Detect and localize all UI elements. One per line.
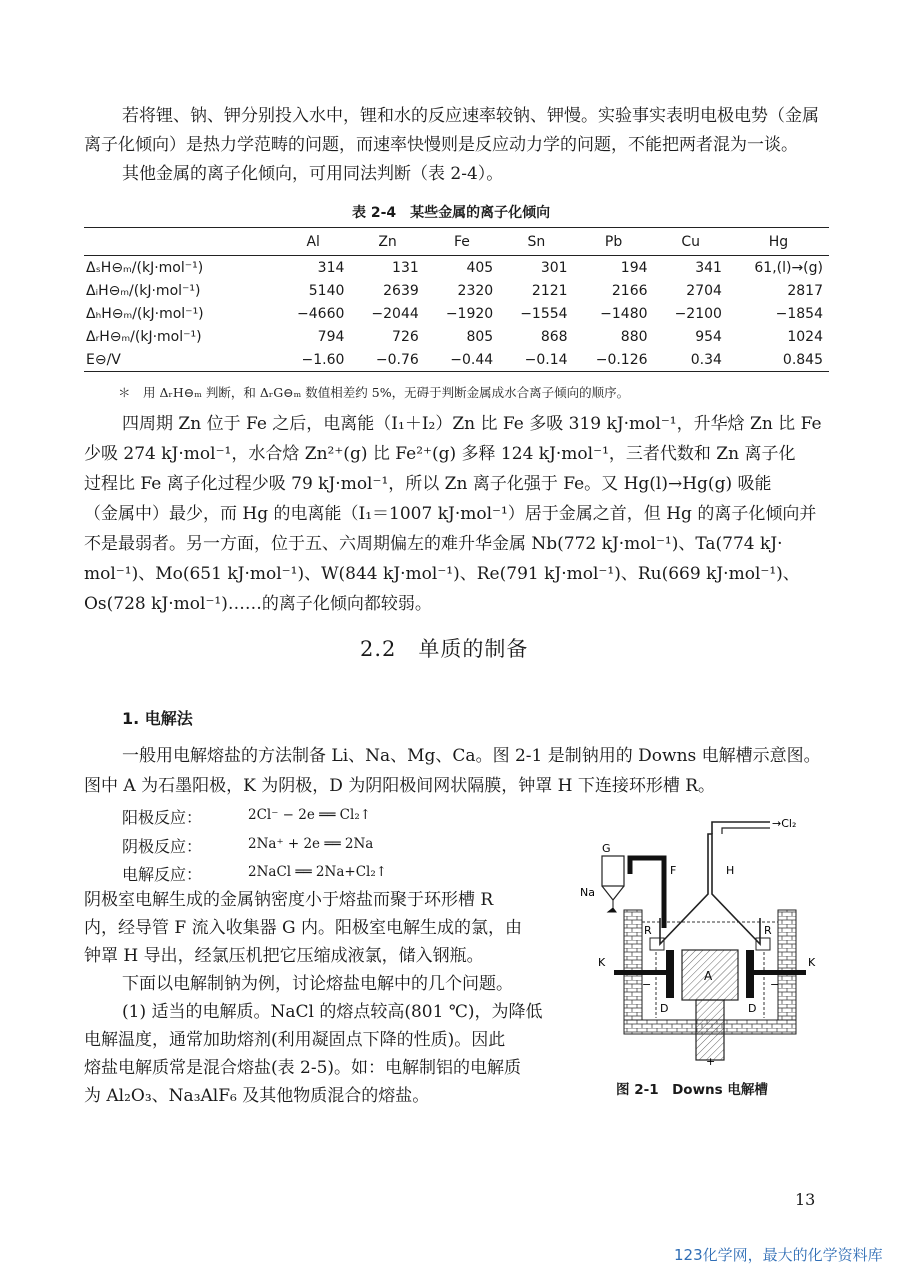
table-row bbox=[84, 325, 829, 348]
col-header: Cu bbox=[681, 233, 701, 250]
page-number: 13 bbox=[795, 1190, 816, 1209]
cell: 2320 bbox=[457, 282, 494, 299]
para2-line-4: （金属中）最少，而 Hg 的电离能（I₁＝1007 kJ·mol⁻¹）居于金属之首，但 Hg 的离子化倾向并 bbox=[84, 504, 817, 524]
cell: −0.76 bbox=[375, 351, 419, 368]
electrolysis-label: 电解反应： bbox=[122, 865, 203, 884]
sodium-outlet-valve bbox=[608, 900, 616, 912]
downs-cell-diagram bbox=[572, 812, 820, 1066]
subsection-title: 1. 电解法 bbox=[122, 709, 193, 728]
ionization-table bbox=[84, 227, 829, 372]
para2-line-5: 不是最弱者。另一方面，位于五、六周期偏左的难升华金属 Nb(772 kJ·mol⁻¹)、Ta(774 kJ· bbox=[84, 534, 783, 554]
col-header: Fe bbox=[454, 233, 470, 250]
table-row bbox=[84, 279, 829, 302]
col-header: Sn bbox=[527, 233, 546, 250]
cell: 1024 bbox=[787, 328, 823, 345]
collector-funnel bbox=[602, 886, 624, 900]
para2-line-2: 少吸 274 kJ·mol⁻¹，水合焓 Zn²⁺(g) 比 Fe²⁺(g) 多释 124 kJ·mol⁻¹，三者代数和 Zn 离子化 bbox=[84, 444, 796, 464]
label-G: G bbox=[602, 842, 611, 855]
col-header: Hg bbox=[768, 233, 789, 250]
label-D-left: D bbox=[660, 1002, 669, 1015]
para3-line-2: 图中 A 为石墨阳极，K 为阴极，D 为阴阳极间网状隔膜，钟罩 H 下连接环形槽 R。 bbox=[84, 776, 716, 796]
col-header: Pb bbox=[604, 233, 623, 250]
cathode-bar-right bbox=[746, 970, 806, 975]
cell: 726 bbox=[392, 328, 419, 345]
para4-line-7: 熔盐电解质常是混合熔盐(表 2-5)。如：电解制铝的电解质 bbox=[84, 1058, 522, 1078]
cathode-equation: 2Na⁺ + 2e ══ 2Na bbox=[248, 836, 374, 852]
annular-trough-left bbox=[650, 938, 664, 950]
label-K-right: K bbox=[808, 956, 816, 969]
para4-line-1: 阴极室电解生成的金属钠密度小于熔盐而聚于环形槽 R bbox=[84, 890, 494, 910]
cell: 868 bbox=[540, 328, 568, 345]
cathode-label: 阴极反应： bbox=[122, 837, 203, 856]
section-title: 2.2 单质的制备 bbox=[360, 637, 529, 661]
site-watermark[interactable]: 123化学网，最大的化学资料库 bbox=[674, 1246, 883, 1264]
cell: 880 bbox=[620, 328, 648, 345]
label-Cl2: →Cl₂ bbox=[772, 817, 797, 830]
bell-hood bbox=[660, 834, 760, 944]
para4-line-8: 为 Al₂O₃、Na₃AlF₆ 及其他物质混合的熔盐。 bbox=[84, 1086, 430, 1106]
table-row bbox=[84, 256, 829, 280]
table-row bbox=[84, 302, 829, 325]
cell: 5140 bbox=[308, 282, 345, 299]
cell: 0.845 bbox=[782, 351, 823, 368]
para4-line-2: 内，经导管 F 流入收集器 G 内。阳极室电解生成的氯，由 bbox=[84, 918, 522, 938]
annular-trough-right bbox=[756, 938, 770, 950]
table-caption: 表 2-4 某些金属的离子化倾向 bbox=[352, 205, 551, 221]
label-K-left: K bbox=[598, 956, 606, 969]
collector-vessel bbox=[602, 856, 624, 886]
cell: −1.60 bbox=[301, 351, 345, 368]
cell: 2121 bbox=[531, 282, 568, 299]
cell: 61,(l)→(g) bbox=[754, 259, 823, 276]
cell: 0.34 bbox=[690, 351, 722, 368]
cell: 954 bbox=[695, 328, 722, 345]
row-label: ΔₕH⊖ₘ/(kJ·mol⁻¹) bbox=[86, 305, 204, 322]
para2-line-6: mol⁻¹)、Mo(651 kJ·mol⁻¹)、W(844 kJ·mol⁻¹)、Re(791 kJ·mol⁻¹)、Ru(669 kJ·mol⁻¹)、 bbox=[84, 564, 800, 584]
cell: 301 bbox=[540, 259, 568, 276]
cell: 2817 bbox=[787, 282, 823, 299]
anode-label: 阳极反应： bbox=[122, 808, 203, 827]
label-F: F bbox=[670, 864, 677, 877]
chlorine-outlet-pipe-inner bbox=[722, 828, 770, 834]
cell: −2044 bbox=[371, 305, 419, 322]
para4-line-4: 下面以电解制钠为例，讨论熔盐电解中的几个问题。 bbox=[122, 974, 513, 994]
para3-line-1: 一般用电解熔盐的方法制备 Li、Na、Mg、Ca。图 2-1 是制钠用的 Downs 电解槽示意图。 bbox=[122, 746, 821, 766]
anode-stem bbox=[696, 1000, 724, 1060]
label-Na: Na bbox=[580, 886, 595, 899]
intro-line-3: 其他金属的离子化倾向，可用同法判断（表 2-4）。 bbox=[122, 164, 504, 184]
label-H: H bbox=[726, 864, 735, 877]
cell: −1920 bbox=[445, 305, 494, 322]
table-row bbox=[84, 348, 829, 372]
para4-line-6: 电解温度，通常加助熔剂(利用凝固点下降的性质)。因此 bbox=[84, 1030, 506, 1050]
para2-line-7: Os(728 kJ·mol⁻¹)……的离子化倾向都较弱。 bbox=[84, 594, 432, 614]
cell: 405 bbox=[466, 259, 494, 276]
intro-line-1: 若将锂、钠、钾分别投入水中，锂和水的反应速率较钠、钾慢。实验事实表明电极电势（金属 bbox=[122, 106, 819, 126]
cell: 131 bbox=[392, 259, 419, 276]
label-plus: + bbox=[706, 1055, 716, 1066]
label-R-left: R bbox=[644, 924, 652, 937]
row-label: ΔₛH⊖ₘ/(kJ·mol⁻¹) bbox=[86, 259, 204, 276]
label-R-right: R bbox=[764, 924, 772, 937]
row-label: ΔᵢH⊖ₘ/(kJ·mol⁻¹) bbox=[86, 282, 201, 299]
row-label: E⊖/V bbox=[86, 351, 121, 368]
col-header: Al bbox=[306, 233, 320, 250]
cell: −0.14 bbox=[524, 351, 568, 368]
cell: 341 bbox=[695, 259, 722, 276]
table-footnote: ＊ 用 ΔᵣH⊖ₘ 判断，和 ΔᵣG⊖ₘ 数值相差约 5%，无碍于判断金属成水合离子倾向的顺序。 bbox=[118, 385, 630, 400]
row-label: ΔᵣH⊖ₘ/(kJ·mol⁻¹) bbox=[86, 328, 202, 345]
electrolysis-equation: 2NaCl ══ 2Na+Cl₂↑ bbox=[248, 864, 388, 880]
cell: −1554 bbox=[520, 305, 568, 322]
cell: 194 bbox=[620, 259, 648, 276]
para2-line-1: 四周期 Zn 位于 Fe 之后，电离能（I₁＋I₂）Zn 比 Fe 多吸 319 kJ·mol⁻¹，升华焓 Zn 比 Fe bbox=[122, 414, 822, 434]
cell: 314 bbox=[317, 259, 345, 276]
label-minus-right: − bbox=[770, 978, 780, 991]
cell: 2704 bbox=[686, 282, 722, 299]
cell: −0.44 bbox=[450, 351, 494, 368]
cell: −1854 bbox=[775, 305, 823, 322]
cathode-bar-left bbox=[614, 970, 674, 975]
label-D-right: D bbox=[748, 1002, 757, 1015]
header-blank bbox=[84, 228, 276, 256]
cell: 2166 bbox=[611, 282, 648, 299]
cell: 805 bbox=[466, 328, 494, 345]
figure-caption: 图 2-1 Downs 电解槽 bbox=[616, 1082, 768, 1098]
para2-line-3: 过程比 Fe 离子化过程少吸 79 kJ·mol⁻¹，所以 Zn 离子化强于 Fe。又 Hg(l)→Hg(g) 吸能 bbox=[84, 474, 772, 494]
cell: −4660 bbox=[297, 305, 345, 322]
col-header: Zn bbox=[378, 233, 397, 250]
label-minus-left: − bbox=[642, 978, 652, 991]
cell: −0.126 bbox=[595, 351, 648, 368]
cell: 794 bbox=[317, 328, 345, 345]
intro-line-2: 离子化倾向）是热力学范畴的问题，而速率快慢则是反应动力学的问题，不能把两者混为一谈。 bbox=[84, 135, 798, 155]
cell: 2639 bbox=[383, 282, 419, 299]
para4-line-5: (1) 适当的电解质。NaCl 的熔点较高(801 ℃)，为降低 bbox=[122, 1002, 543, 1022]
anode-equation: 2Cl⁻ − 2e ══ Cl₂↑ bbox=[248, 807, 372, 823]
table-header-row bbox=[84, 228, 829, 256]
para4-line-3: 钟罩 H 导出，经氯压机把它压缩成液氯，储入钢瓶。 bbox=[84, 946, 484, 966]
label-A: A bbox=[704, 969, 713, 983]
cell: −1480 bbox=[600, 305, 648, 322]
cell: −2100 bbox=[674, 305, 722, 322]
